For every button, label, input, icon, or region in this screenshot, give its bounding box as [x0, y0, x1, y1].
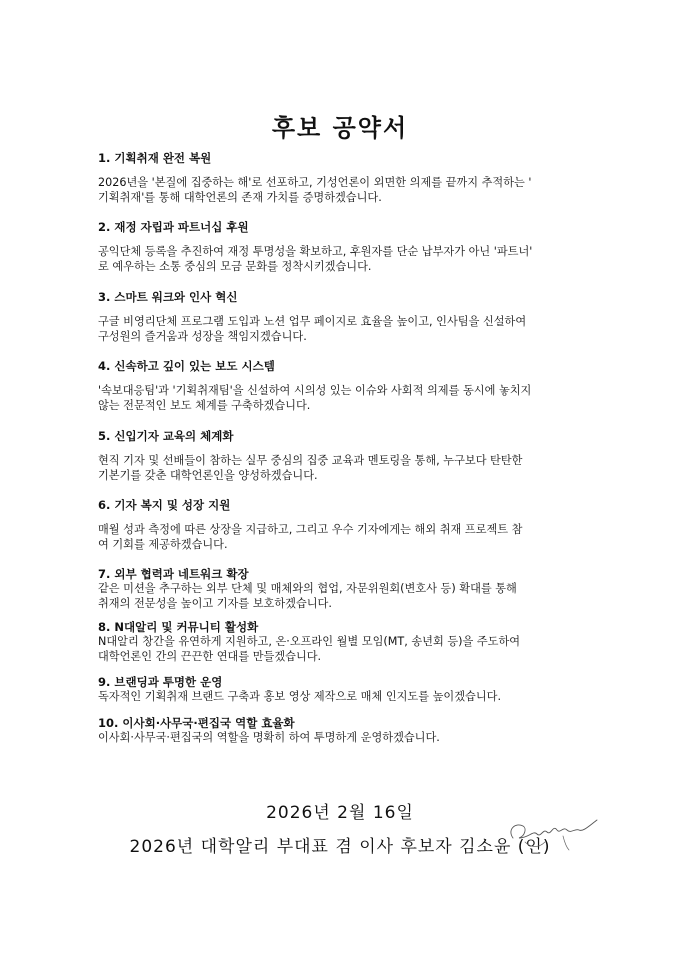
- pledge-body: [98, 315, 588, 344]
- pledge-heading: 9. 브랜딩과 투명한 운영: [98, 675, 223, 689]
- pledge-line: 로 예우하는 소통 중심의 모금 문화를 정착시키겠습니다.: [98, 259, 372, 273]
- candidate-signature-line: 2026년 대학알리 부대표 겸 이사 후보자 김소윤 (인): [129, 837, 551, 857]
- pledge-section-6: [98, 497, 588, 552]
- pledge-body: [98, 523, 588, 552]
- pledge-line: 구성원의 즐거움과 성장을 책임지겠습니다.: [98, 329, 307, 343]
- pledge-line: 취재의 전문성을 높이고 기자를 보호하겠습니다.: [98, 596, 332, 610]
- pledge-section-1: [98, 150, 588, 205]
- pledge-line: 여 기회를 제공하겠습니다.: [98, 537, 228, 551]
- pledge-line: 기획취재'를 통해 대학언론의 존재 가치를 증명하겠습니다.: [98, 190, 382, 204]
- pledge-heading: 5. 신입기자 교육의 체계화: [98, 429, 234, 443]
- pledge-section-3: [98, 289, 588, 344]
- pledge-heading: 1. 기획취재 완전 복원: [98, 151, 212, 165]
- pledge-heading: 2. 재정 자립과 파트너십 후원: [98, 220, 249, 234]
- pledge-heading: 4. 신속하고 깊이 있는 보도 시스템: [98, 359, 275, 373]
- pledge-section-4: [98, 358, 588, 413]
- pledge-heading: 8. N대알리 및 커뮤니티 활성화: [98, 620, 259, 634]
- document-title: 후보 공약서: [271, 114, 409, 142]
- pledge-body: [98, 731, 588, 746]
- pledge-heading: 7. 외부 협력과 네트워크 확장: [98, 567, 249, 581]
- pledge-section-7: [98, 566, 588, 611]
- handwritten-signature: [505, 808, 605, 854]
- pledge-line: 기본기를 갖춘 대학언론인을 양성하겠습니다.: [98, 468, 318, 482]
- pledge-section-10: [98, 715, 588, 746]
- pledge-body: [98, 245, 588, 274]
- pledge-line: 공익단체 등록을 추진하여 재정 투명성을 확보하고, 후원자를 단순 납부자가 아닌 '파트너': [98, 245, 533, 258]
- pledge-body: [98, 635, 588, 664]
- pledge-body: [98, 384, 588, 413]
- pledge-heading: 10. 이사회·사무국·편집국 역할 효율화: [98, 716, 295, 730]
- pledge-heading: 6. 기자 복지 및 성장 지원: [98, 498, 231, 512]
- pledge-line: N대알리 창간을 유연하게 지원하고, 온·오프라인 월별 모임(MT, 송년회 등)을 주도하여: [98, 635, 521, 648]
- pledge-line: 구글 비영리단체 프로그램 도입과 노션 업무 페이지로 효율을 높이고, 인사팀을 신설하여: [98, 315, 527, 328]
- pledge-line: 이사회·사무국·편집국의 역할을 명확히 하여 투명하게 운영하겠습니다.: [98, 731, 440, 744]
- pledge-section-5: [98, 428, 588, 483]
- pledge-date: 2026년 2월 16일: [266, 803, 414, 823]
- pledge-section-9: [98, 674, 588, 705]
- pledge-body: [98, 690, 588, 705]
- pledge-line: 대학언론인 간의 끈끈한 연대를 만들겠습니다.: [98, 649, 322, 663]
- pledge-line: 2026년을 '본질에 집중하는 해'로 선포하고, 기성언론이 외면한 의제를 끝까지 추적하는 ': [98, 176, 532, 189]
- pledge-section-2: [98, 219, 588, 274]
- pledge-line: 매월 성과 측정에 따른 상장을 지급하고, 그리고 우수 기자에게는 해외 취재 프로젝트 참: [98, 523, 523, 536]
- pledge-line: 독자적인 기획취재 브랜드 구축과 홍보 영상 제작으로 매체 인지도를 높이겠습니다.: [98, 690, 502, 703]
- pledge-body: [98, 176, 588, 205]
- pledge-body: [98, 454, 588, 483]
- pledge-heading: 3. 스마트 워크와 인사 혁신: [98, 290, 238, 304]
- pledge-line: 같은 미션을 추구하는 외부 단체 및 매체와의 협업, 자문위원회(변호사 등) 확대를 통해: [98, 582, 517, 595]
- pledge-line: '속보대응팀'과 '기획취재팀'을 신설하여 시의성 있는 이슈와 사회적 의제를 동시에 놓치지: [98, 384, 532, 397]
- pledge-line: 현직 기자 및 선배들이 참하는 실무 중심의 집중 교육과 멘토링을 통해, 누구보다 탄탄한: [98, 454, 523, 467]
- pledge-body: [98, 582, 588, 611]
- pledge-line: 않는 전문적인 보도 체계를 구축하겠습니다.: [98, 398, 311, 412]
- pledge-section-8: [98, 619, 588, 664]
